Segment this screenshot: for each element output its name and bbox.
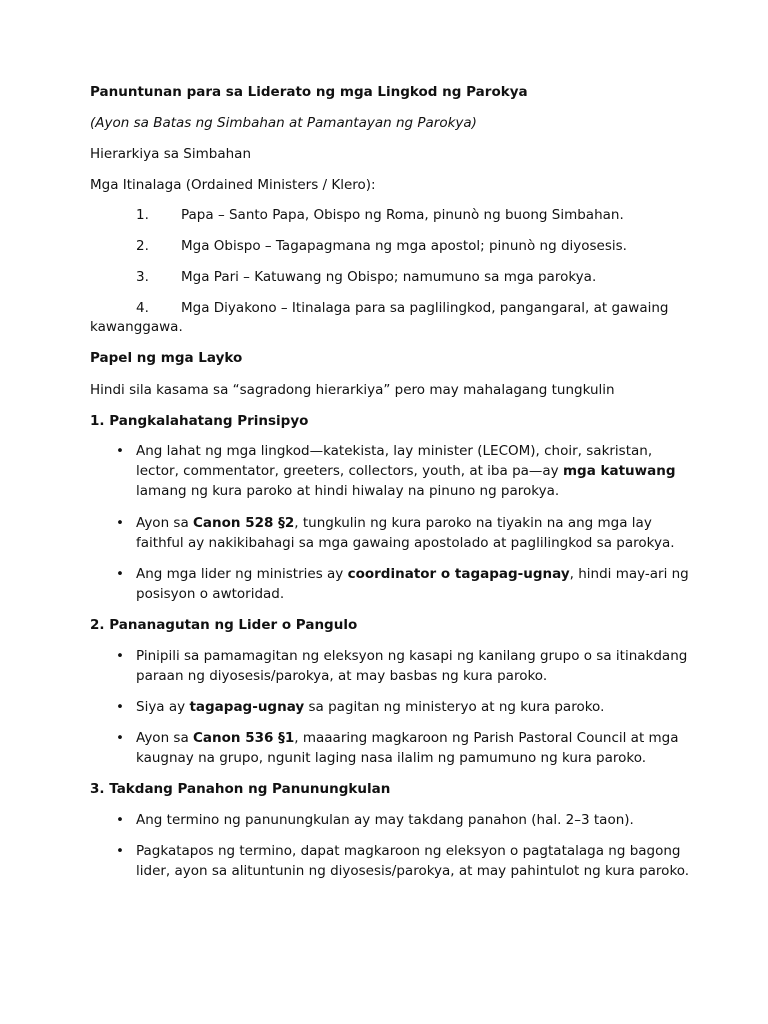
section-heading: 3. Takdang Panahon ng Panunungkulan: [90, 781, 391, 797]
bullet-icon: •: [116, 730, 124, 746]
list-item-text: Papa – Santo Papa, Obispo ng Roma, pinunò ng buong Simbahan.: [181, 207, 624, 223]
bullet-text: Pagkatapos ng termino, dapat magkaroon ng eleksyon o pagtatalaga ng bagong lider, ayon sa alituntunin ng diyosesis/parokya, at may pahintulot ng kura paroko.: [136, 843, 690, 879]
ordained-heading: Mga Itinalaga (Ordained Ministers / Klero):: [90, 177, 376, 193]
bullet-icon: •: [116, 515, 124, 531]
bullet-text: Ang termino ng panunungkulan ay may takdang panahon (hal. 2–3 taon).: [136, 812, 634, 828]
list-number: 2.: [136, 238, 149, 254]
bullet-text: Siya ay tagapag-ugnay sa pagitan ng ministeryo at ng kura paroko.: [136, 699, 605, 715]
bullet-text: Ang mga lider ng ministries ay coordinator o tagapag-ugnay, hindi may-ari ng posisyon o awtoridad.: [136, 566, 689, 602]
list-item-text: Mga Obispo – Tagapagmana ng mga apostol; pinunò ng diyosesis.: [181, 238, 627, 254]
list-item-text: Mga Diyakono – Itinalaga para sa paglilingkod, pangangaral, at gawaing: [181, 300, 669, 316]
section-heading: 2. Pananagutan ng Lider o Pangulo: [90, 617, 358, 633]
section-heading: 1. Pangkalahatang Prinsipyo: [90, 413, 309, 429]
layko-intro: Hindi sila kasama sa “sagradong hierarkiya” pero may mahalagang tungkulin: [90, 382, 615, 398]
bullet-text: Ayon sa Canon 536 §1, maaaring magkaroon ng Parish Pastoral Council at mga kaugnay na grupo, ngunit laging nasa ilalim ng pamumuno ng kura paroko.: [136, 730, 679, 766]
bullet-text: Ayon sa Canon 528 §2, tungkulin ng kura paroko na tiyakin na ang mga lay faithful ay nakikibahagi sa mga gawaing apostolado at paglilingkod sa parokya.: [136, 515, 675, 551]
bullet-text: Ang lahat ng mga lingkod—katekista, lay minister (LECOM), choir, sakristan, lector, commentator, greeters, collectors, youth, at iba pa—ay mga katuwang lamang ng kura paroko at hindi hiwalay na pinuno ng parokya.: [136, 443, 676, 499]
bullet-icon: •: [116, 843, 124, 859]
hierarchy-heading: Hierarkiya sa Simbahan: [90, 146, 251, 162]
bullet-icon: •: [116, 812, 124, 828]
bullet-icon: •: [116, 699, 124, 715]
list-item-continuation: kawanggawa.: [90, 319, 183, 335]
bullet-text: Pinipili sa pamamagitan ng eleksyon ng kasapi ng kanilang grupo o sa itinakdang paraan ng diyosesis/parokya, at may basbas ng kura paroko.: [136, 648, 688, 684]
bullet-icon: •: [116, 566, 124, 582]
document-title: Panuntunan para sa Liderato ng mga Lingkod ng Parokya: [90, 84, 528, 100]
list-number: 4.: [136, 300, 149, 316]
document-subtitle: (Ayon sa Batas ng Simbahan at Pamantayan ng Parokya): [90, 115, 477, 131]
list-number: 3.: [136, 269, 149, 285]
bullet-icon: •: [116, 443, 124, 459]
layko-heading: Papel ng mga Layko: [90, 350, 243, 366]
list-number: 1.: [136, 207, 149, 223]
bullet-icon: •: [116, 648, 124, 664]
list-item-text: Mga Pari – Katuwang ng Obispo; namumuno sa mga parokya.: [181, 269, 597, 285]
